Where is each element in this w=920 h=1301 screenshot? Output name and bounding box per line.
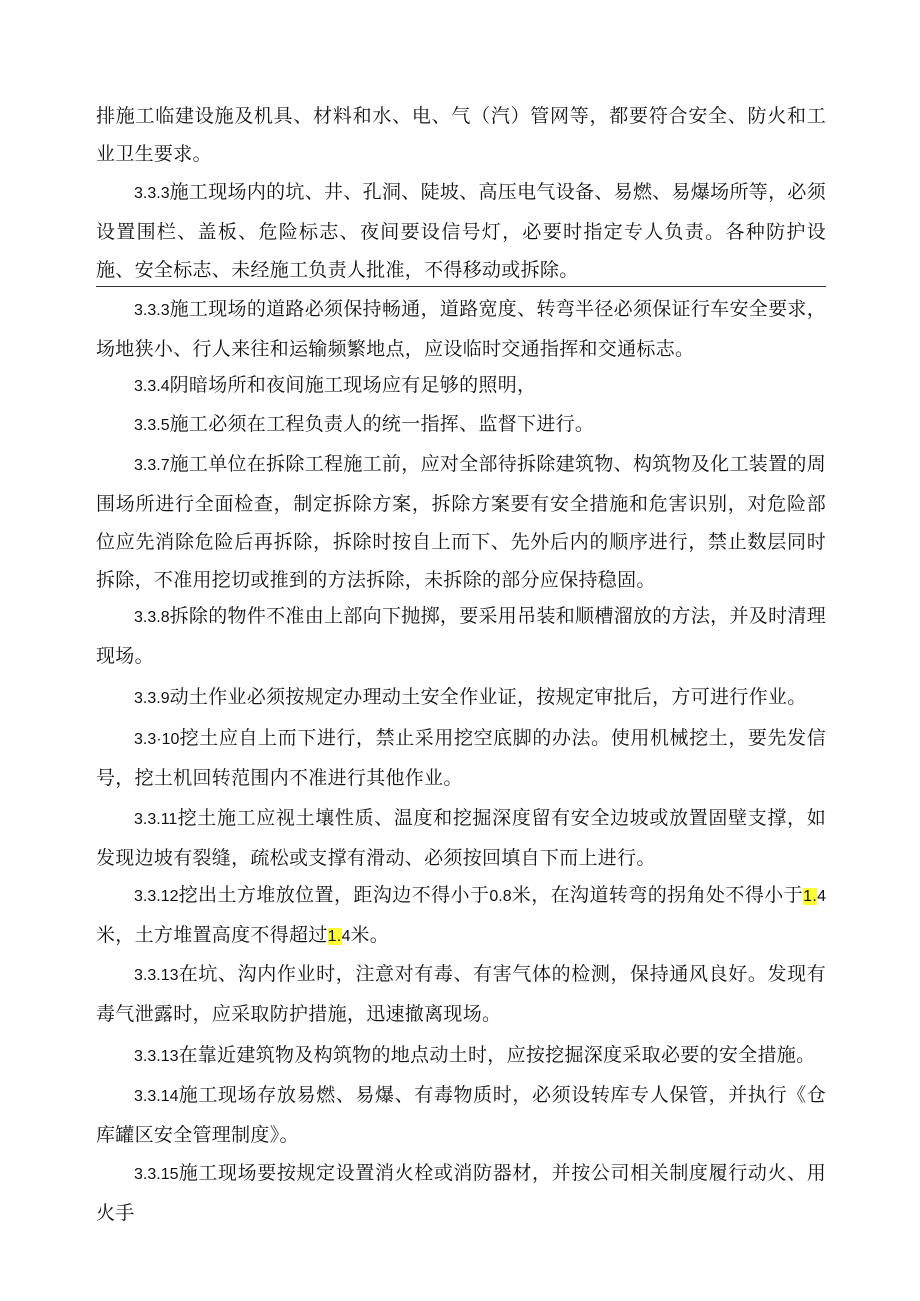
paragraph-text: 阴暗场所和夜间施工现场应有足够的照明，: [169, 374, 537, 396]
paragraph-3-3-9: [96, 678, 826, 718]
paragraph-text: 施工现场内的坑、井、孔洞、陡坡、高压电气设备、易燃、易爆场所等，必须设置围栏、盖板、危险标志、夜间要设信号灯，必要时指定专人负责。各种防护设施、安全标志、未经施工负责人批准，不得移动或拆除。: [96, 181, 826, 281]
clause-number: 3.3.5: [134, 417, 170, 434]
paragraph-text: 米，土方堆置高度不得超过: [96, 924, 328, 946]
paragraph-text: 施工必须在工程负责人的统一指挥、监督下进行。: [169, 413, 595, 435]
clause-number: 3.3.4: [134, 378, 170, 395]
clause-number: 3.3·10: [134, 731, 180, 748]
clause-number: 3.3.13: [134, 1048, 179, 1065]
paragraph-text: 动土作业必须按规定办理动土安全作业证，按规定审批后，方可进行作业。: [169, 686, 807, 708]
highlighted-value: 1.: [327, 928, 342, 945]
paragraph-text: 施工单位在拆除工程施工前，应对全部待拆除建筑物、构筑物及化工装置的周围场所进行全面检查，制定拆除方案，拆除方案要有安全措施和危害识别，对危险部位应先消除危险后再拆除，拆除时按自上而下、先外后内的顺序进行，禁止数层同时拆除，不准用挖切或推到的方法拆除，未拆除的部分应保持稳固。: [96, 453, 826, 591]
clause-number: 3.3.13: [134, 967, 179, 984]
clause-number: 3.3.11: [134, 811, 178, 828]
clause-number: 3.3.7: [134, 457, 170, 474]
paragraph-text: 施工现场的道路必须保持畅通，道路宽度、转弯半径必须保证行车安全要求，场地狭小、行人来往和运输频繁地点，应设临时交通指挥和交通标志。: [96, 298, 826, 360]
paragraph-3-3-5: [96, 405, 826, 445]
clause-number: 3.3.15: [134, 1166, 179, 1183]
paragraph-text: 挖出土方堆放位置，距沟边不得小于: [178, 884, 490, 906]
paragraph-text: 施工现场存放易燃、易爆、有毒物质时，必须设转库专人保管，并执行《仓库罐区安全管理制度》。: [96, 1084, 826, 1146]
paragraph-text: 排施工临建设施及机具、材料和水、电、气（汽）管网等，都要符合安全、防火和工业卫生要求。: [96, 105, 826, 165]
paragraph-3-3-14: [96, 1076, 826, 1154]
paragraph-3-3-3-roads: [96, 290, 826, 368]
paragraph-3-3-13-buildings: [96, 1036, 826, 1076]
paragraph-3-3-12: [96, 876, 826, 956]
paragraph-3-3-7: [96, 445, 826, 599]
paragraph-3-3-15: [96, 1154, 826, 1232]
clause-number: 3.3.8: [134, 609, 170, 626]
paragraph-3-3-4: [96, 366, 826, 406]
paragraph-text: 施工现场要按规定设置消火栓或消防器材，并按公司相关制度履行动火、用火手: [96, 1162, 826, 1224]
clause-number: 3.3.12: [134, 888, 179, 905]
value-digit: 4: [817, 888, 826, 905]
clause-number: 3.3.3: [134, 302, 170, 319]
paragraph-3-3-8: [96, 597, 826, 675]
horizontal-rule: [96, 286, 826, 287]
paragraph-text: 米，在沟道转弯的拐角处不得小于: [511, 884, 804, 906]
clause-number: 3.3.9: [134, 690, 170, 707]
paragraph-text: 在坑、沟内作业时，注意对有毒、有害气体的检测，保持通风良好。发现有毒气泄露时，应采取防护措施，迅速撤离现场。: [96, 963, 826, 1025]
paragraph-text: 挖土应自上而下进行，禁止采用挖空底脚的办法。使用机械挖土，要先发信号，挖土机回转范围内不准进行其他作业。: [96, 727, 826, 789]
paragraph-continuation: [96, 97, 826, 173]
distance-value: 0.8: [489, 888, 512, 905]
paragraph-text: 米。: [350, 924, 390, 946]
paragraph-text: 挖土施工应视土壤性质、温度和挖掘深度留有安全边坡或放置固壁支撑，如发现边坡有裂缝，疏松或支撑有滑动、必须按回填自下而上进行。: [96, 807, 826, 869]
paragraph-3-3-10: [96, 719, 826, 797]
paragraph-3-3-3-pits: [96, 173, 826, 289]
paragraph-text: 在靠近建筑物及构筑物的地点动土时，应按挖掘深度采取必要的安全措施。: [178, 1044, 816, 1066]
clause-number: 3.3.14: [134, 1088, 179, 1105]
value-digit: 4: [341, 928, 351, 945]
paragraph-3-3-11: [96, 799, 826, 877]
paragraph-text: 拆除的物件不准由上部向下抛掷，要采用吊装和顺槽溜放的方法，并及时清理现场。: [96, 605, 826, 667]
highlighted-value: 1.: [803, 888, 818, 905]
paragraph-3-3-13-gas: [96, 955, 826, 1033]
clause-number: 3.3.3: [134, 185, 170, 202]
